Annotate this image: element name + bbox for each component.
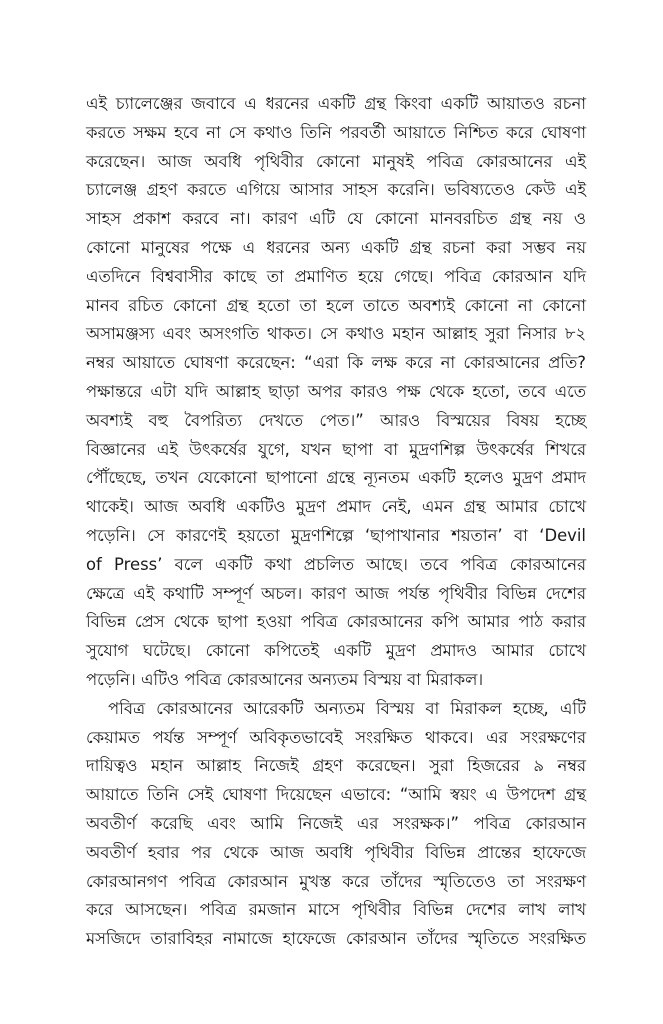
text-line: মানব রচিত কোনো গ্রন্থ হতো তা হলে তাতে অবশ্যই কোনো না কোনো bbox=[86, 295, 586, 315]
paragraph-1 bbox=[86, 90, 586, 695]
text-line: চ্যালেঞ্জ গ্রহণ করতে এগিয়ে আসার সাহস করেনি। ভবিষ্যতেও কেউ এই bbox=[86, 180, 586, 200]
text-line: পড়েনি। এটিও পবিত্র কোরআনের অন্যতম বিস্ময় বা মিরাকল। bbox=[86, 669, 484, 689]
text-line: of Press’ বলে একটি কথা প্রচলিত আছে। তবে পবিত্র কোরআনের bbox=[86, 554, 586, 574]
text-line: করে আসছেন। পবিত্র রমজান মাসে পৃথিবীর বিভিন্ন দেশের লাখ লাখ bbox=[86, 900, 586, 920]
text-line: থাকেই। আজ অবধি একটিও মুদ্রণ প্রমাদ নেই, এমন গ্রন্থ আমার চোখে bbox=[86, 497, 586, 517]
text-line: সাহস প্রকাশ করবে না। কারণ এটি যে কোনো মানবরচিত গ্রন্থ নয় ও bbox=[86, 209, 586, 229]
text-line: অসামঞ্জস্য এবং অসংগতি থাকত। সে কথাও মহান আল্লাহ সুরা নিসার ৮২ bbox=[86, 324, 586, 344]
text-line: নম্বর আয়াতে ঘোষণা করেছেন: “এরা কি লক্ষ করে না কোরআনের প্রতি? bbox=[86, 353, 586, 373]
text-line: কোরআনগণ পবিত্র কোরআন মুখস্ত করে তাঁদের স্মৃতিতেও তা সংরক্ষণ bbox=[86, 871, 586, 891]
text-line: এই চ্যালেঞ্জের জবাবে এ ধরনের একটি গ্রন্থ কিংবা একটি আয়াতও রচনা bbox=[86, 94, 586, 113]
text-line: পড়েনি। সে কারণেই হয়তো মুদ্রণশিল্পে ‘ছাপাখানার শয়তান’ বা ‘Devil bbox=[86, 525, 586, 545]
text-line: ক্ষেত্রে এই কথাটি সম্পূর্ণ অচল। কারণ আজ পর্যন্ত পৃথিবীর বিভিন্ন দেশের bbox=[86, 583, 586, 603]
text-line: আয়াতে তিনি সেই ঘোষণা দিয়েছেন এভাবে: “আমি স্বয়ং এ উপদেশ গ্রন্থ bbox=[86, 785, 586, 805]
text-line: সুযোগ ঘটেছে। কোনো কপিতেই একটি মুদ্রণ প্রমাদও আমার চোখে bbox=[86, 641, 586, 661]
paragraph-2 bbox=[86, 695, 586, 954]
document-body bbox=[86, 90, 586, 954]
text-line: পৌঁছেছে, তখন যেকোনো ছাপানো গ্রন্থে ন্যূনতম একটি হলেও মুদ্রণ প্রমাদ bbox=[86, 468, 586, 488]
text-line: করেছেন। আজ অবধি পৃথিবীর কোনো মানুষই পবিত্র কোরআনের এই bbox=[86, 151, 586, 171]
text-line: করতে সক্ষম হবে না সে কথাও তিনি পরবর্তী আয়াতে নিশ্চিত করে ঘোষণা bbox=[86, 122, 586, 142]
text-line: পবিত্র কোরআনের আরেকটি অন্যতম বিস্ময় বা মিরাকল হচ্ছে, এটি bbox=[108, 698, 586, 718]
text-line: কোনো মানুষের পক্ষে এ ধরনের অন্য একটি গ্রন্থ রচনা করা সম্ভব নয় bbox=[86, 237, 586, 257]
text-line: অবতীর্ণ করেছি এবং আমি নিজেই এর সংরক্ষক।” পবিত্র কোরআন bbox=[86, 813, 586, 833]
text-line: এতদিনে বিশ্ববাসীর কাছে তা প্রমাণিত হয়ে গেছে। পবিত্র কোরআন যদি bbox=[86, 266, 586, 286]
text-line: পক্ষান্তরে এটা যদি আল্লাহ ছাড়া অপর কারও পক্ষ থেকে হতো, তবে এতে bbox=[86, 381, 586, 401]
text-line: অবতীর্ণ হবার পর থেকে আজ অবধি পৃথিবীর বিভিন্ন প্রান্তের হাফেজে bbox=[86, 842, 586, 862]
text-line: দায়িত্বও মহান আল্লাহ নিজেই গ্রহণ করেছেন। সুরা হিজরের ৯ নম্বর bbox=[86, 756, 586, 776]
text-line: বিভিন্ন প্রেস থেকে ছাপা হওয়া পবিত্র কোরআনের কপি আমার পাঠ করার bbox=[86, 612, 586, 632]
text-line: বিজ্ঞানের এই উৎকর্ষের যুগে, যখন ছাপা বা মুদ্রণশিল্প উৎকর্ষের শিখরে bbox=[86, 439, 586, 459]
text-line: অবশ্যই বহু বৈপরিত্য দেখতে পেত।” আরও বিস্ময়ের বিষয় হচ্ছে bbox=[86, 410, 586, 430]
text-line: মসজিদে তারাবিহর নামাজে হাফেজে কোরআন তাঁদের স্মৃতিতে সংরক্ষিত bbox=[86, 929, 586, 949]
text-line: কেয়ামত পর্যন্ত সম্পূর্ণ অবিকৃতভাবেই সংরক্ষিত থাকবে। এর সংরক্ষণের bbox=[86, 727, 586, 747]
